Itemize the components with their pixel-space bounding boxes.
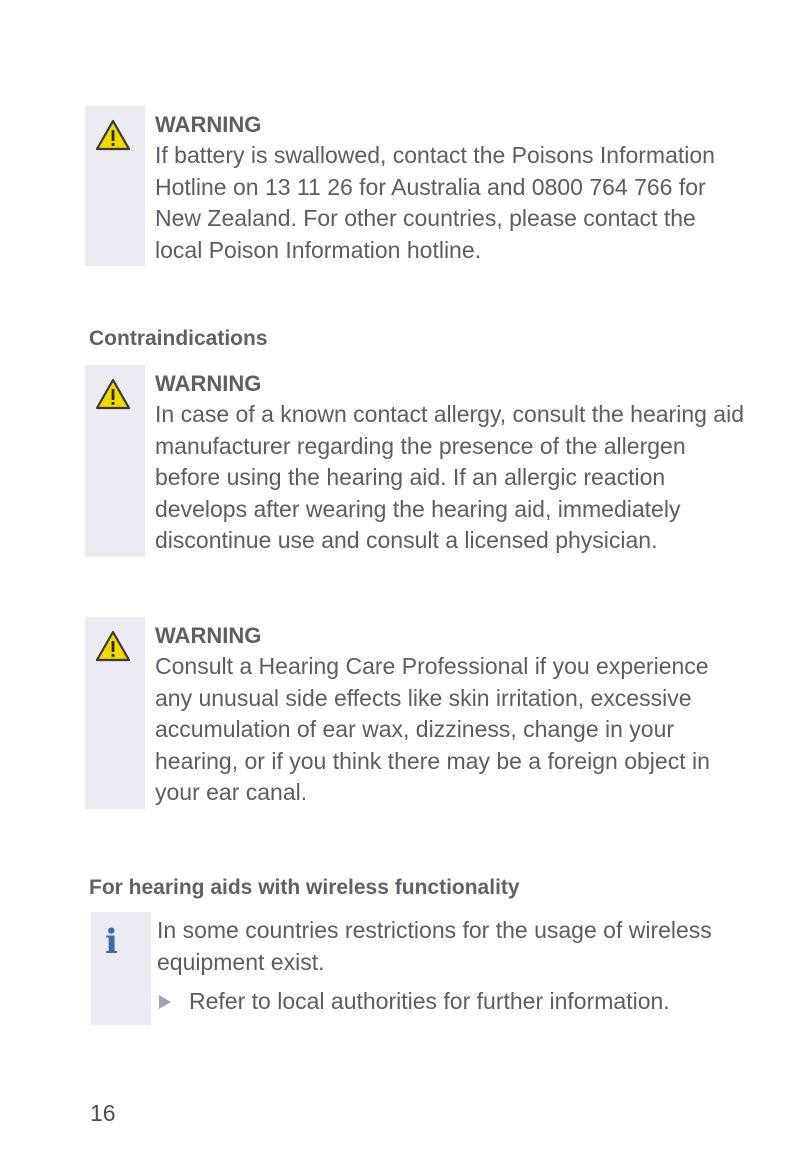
warning-block-side-effects (85, 617, 745, 809)
warning-triangle-icon (95, 118, 131, 152)
arrow-bullet-icon (159, 995, 171, 1009)
info-icon: i (105, 922, 118, 962)
warning-title: WARNING (155, 623, 262, 648)
warning-triangle-icon (95, 629, 131, 663)
contraindications-heading: Contraindications (89, 327, 268, 350)
warning-title: WARNING (155, 371, 262, 396)
warning-gutter (85, 617, 145, 809)
warning-gutter (85, 106, 145, 266)
info-note-block (91, 912, 751, 1017)
warning-title: WARNING (155, 112, 262, 137)
warning-block-battery (85, 106, 745, 266)
warning-text: If battery is swallowed, contact the Poisons Information Hotline on 13 11 26 for Australia and 0800 764 766 for New Zealand. For other countries, please contact the local Poison Information hotline. (155, 142, 715, 263)
info-note-action: Refer to local authorities for further information. (189, 988, 670, 1014)
info-gutter (91, 912, 151, 1025)
page-number: 16 (90, 1100, 116, 1126)
warning-gutter (85, 365, 145, 557)
warning-block-allergy (85, 365, 745, 557)
warning-text: In case of a known contact allergy, consult the hearing aid manufacturer regarding the presence of the allergen before using the hearing aid. If an allergic reaction develops after wearing the hearing aid, immediately discontinue use and consult a licensed physician. (155, 401, 744, 553)
info-note-text: In some countries restrictions for the usage of wireless equipment exist. (157, 917, 712, 975)
wireless-heading: For hearing aids with wireless functionality (89, 876, 520, 899)
warning-text: Consult a Hearing Care Professional if you experience any unusual side effects like skin irritation, excessive accumulation of ear wax, dizziness, change in your hearing, or if you think there may be a foreign object in your ear canal. (155, 653, 710, 805)
warning-triangle-icon (95, 377, 131, 411)
